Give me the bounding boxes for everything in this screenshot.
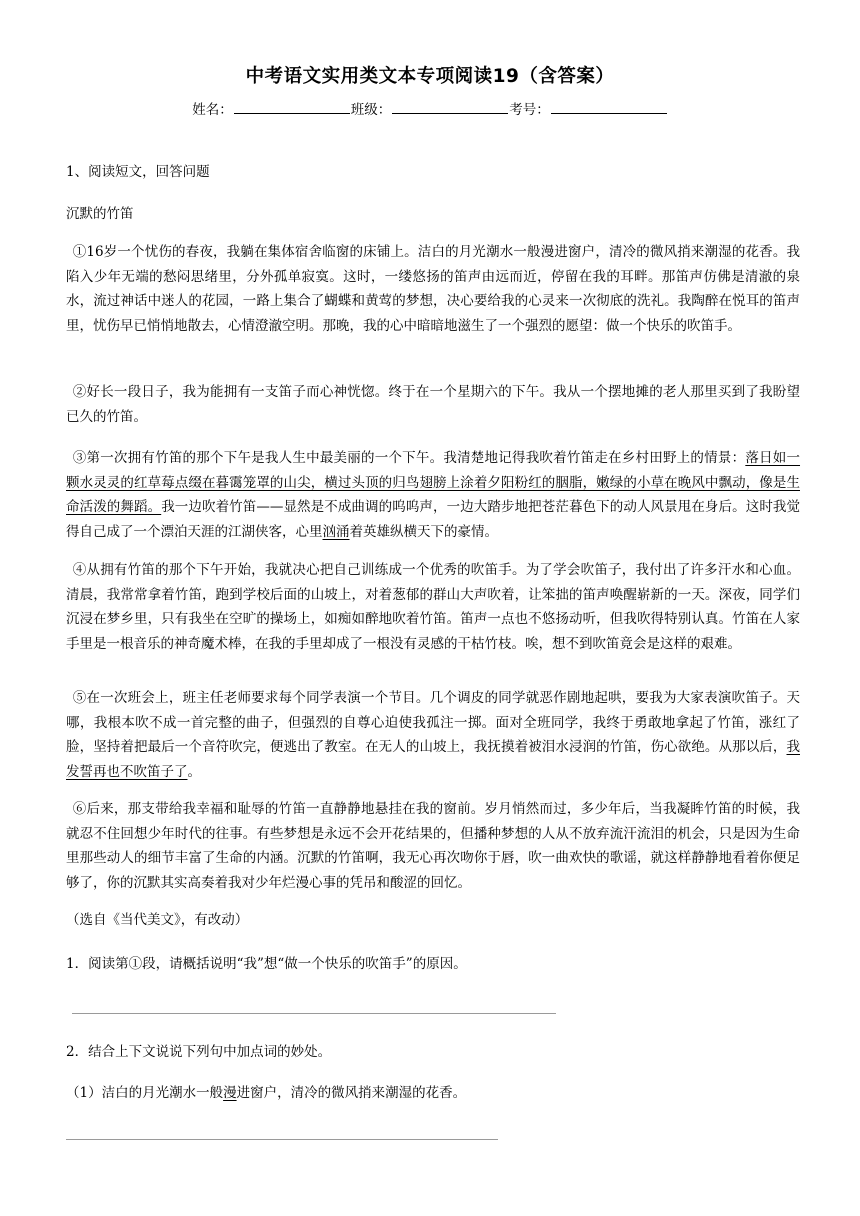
- class-label: 班级：: [350, 102, 392, 118]
- subquestion-2-1-text-a: （1）洁白的月光潮水一般: [66, 1085, 224, 1101]
- answer-line-1[interactable]: [72, 1013, 556, 1014]
- article-source: （选自《当代美文》，有改动）: [66, 912, 249, 928]
- paragraph-1: ①16岁一个忧伤的春夜，我躺在集体宿舍临窗的床铺上。洁白的月光潮水一般漫进窗户，清冷的微风捎来潮湿的花香。我陷入少年无端的愁闷思绪里，分外孤单寂寞。这时，一缕悠扬的笛声由远而近，停留在我的耳畔。那笛声仿佛是清澈的泉水，流过神话中迷人的花园，一路上集合了蝴蝶和黄莺的梦想，决心要给我的心灵来一次彻底的洗礼。我陶醉在悦耳的笛声里，忧伤早已悄悄地散去，心情澄澈空明。那晚，我的心中暗暗地滋生了一个强烈的愿望：做一个快乐的吹笛手。: [66, 244, 800, 335]
- student-info-row: [0, 98, 860, 118]
- exam-no-blank[interactable]: [551, 99, 667, 114]
- underlined-word-man: 漫: [223, 1085, 237, 1101]
- subquestion-2-1: [66, 1081, 466, 1106]
- paragraph-2: ②好长一段日子，我为能拥有一支笛子而心神恍惚。终于在一个星期六的下午。我从一个摆地摊的老人那里买到了我盼望已久的竹笛。: [66, 384, 800, 425]
- paragraph-3: [66, 446, 800, 545]
- paragraph-5-text-a: ⑤在一次班会上，班主任老师要求每个同学表演一个节目。几个调皮的同学就恶作剧地起哄，要我为大家表演吹笛子。天哪，我根本吹不成一首完整的曲子，但强烈的自尊心迫使我孤注一掷。面对全班同学，我终于勇敢地拿起了竹笛，涨红了脸，坚持着把最后一个音符吹完，便逃出了教室。在无人的山坡上，我抚摸着被泪水浸润的竹笛，伤心欲绝。从那以后，: [66, 690, 800, 756]
- underlined-vow-sentence: 我发誓再也不吹笛子了: [66, 739, 800, 781]
- article-title: 沉默的竹笛: [66, 206, 134, 222]
- paragraph-3-text-c: 着英雄纵横天下的豪情。: [349, 524, 498, 541]
- name-label: 姓名：: [192, 102, 233, 118]
- subquestion-2-1-text-b: 进窗户，清冷的微风捎来潮湿的花香。: [236, 1085, 467, 1101]
- underlined-word-xiongyong: 汹涌: [322, 524, 350, 541]
- class-blank[interactable]: [392, 99, 508, 114]
- page-title: 中考语文实用类文本专项阅读19（含答案）: [245, 66, 615, 87]
- underlined-sentence: 落日如一颗水灵灵的红草莓点缀在暮霭笼罩的山尖，横过头顶的归鸟翅膀上涂着夕阳粉红的胭脂，嫩绿的小草在晚风中飘动，像是生命活泼的舞蹈。: [66, 450, 801, 516]
- subquestion-1: 1．阅读第①段，请概括说明“我”想“做一个快乐的吹笛手”的原因。: [66, 956, 467, 972]
- question-1-prompt: 1、阅读短文，回答问题: [66, 164, 210, 180]
- paragraph-6: ⑥后来，那支带给我幸福和耻辱的竹笛一直静静地悬挂在我的窗前。岁月悄然而过，多少年后，当我凝眸竹笛的时候，我就忍不住回想少年时代的往事。有些梦想是永远不会开花结果的，但播种梦想的人从不放弃流汗流泪的机会，只是因为生命里那些动人的细节丰富了生命的内涵。沉默的竹笛啊，我无心再次吻你于唇，吹一曲欢快的歌谣，就这样静静地看着你便足够了，你的沉默其实高奏着我对少年烂漫心事的凭吊和酸涩的回忆。: [66, 801, 800, 892]
- answer-line-2[interactable]: [66, 1139, 498, 1140]
- paragraph-3-text-a: ③第一次拥有竹笛的那个下午是我人生中最美丽的一个下午。我清楚地记得我吹着竹笛走在乡村田野上的情景：: [72, 450, 746, 466]
- exam-no-label: 考号：: [509, 102, 550, 118]
- name-blank[interactable]: [234, 99, 350, 114]
- paragraph-5-text-b: 。: [187, 764, 201, 781]
- paragraph-3-text-b: 我一边吹着竹笛——显然是不成曲调的呜呜声，一边大踏步地把苍茫暮色下的动人风景甩在身后。这时我觉得自己成了一个漂泊天涯的江湖侠客，心里: [66, 499, 801, 541]
- paragraph-5: [66, 686, 800, 785]
- paragraph-4: ④从拥有竹笛的那个下午开始，我就决心把自己训练成一个优秀的吹笛手。为了学会吹笛子，我付出了许多汗水和心血。清晨，我常常拿着竹笛，跑到学校后面的山坡上，对着葱郁的群山大声吹着，让笨拙的笛声唤醒崭新的一天。深夜，同学们沉浸在梦乡里，只有我坐在空旷的操场上，如痴如醉地吹着竹笛。笛声一点也不悠扬动听，但我吹得特别认真。竹笛在人家手里是一根音乐的神奇魔术棒，在我的手里却成了一根没有灵感的干枯竹枝。唉，想不到吹笛竟会是这样的艰难。: [66, 562, 800, 653]
- subquestion-2: 2．结合上下文说说下列句中加点词的妙处。: [66, 1044, 332, 1060]
